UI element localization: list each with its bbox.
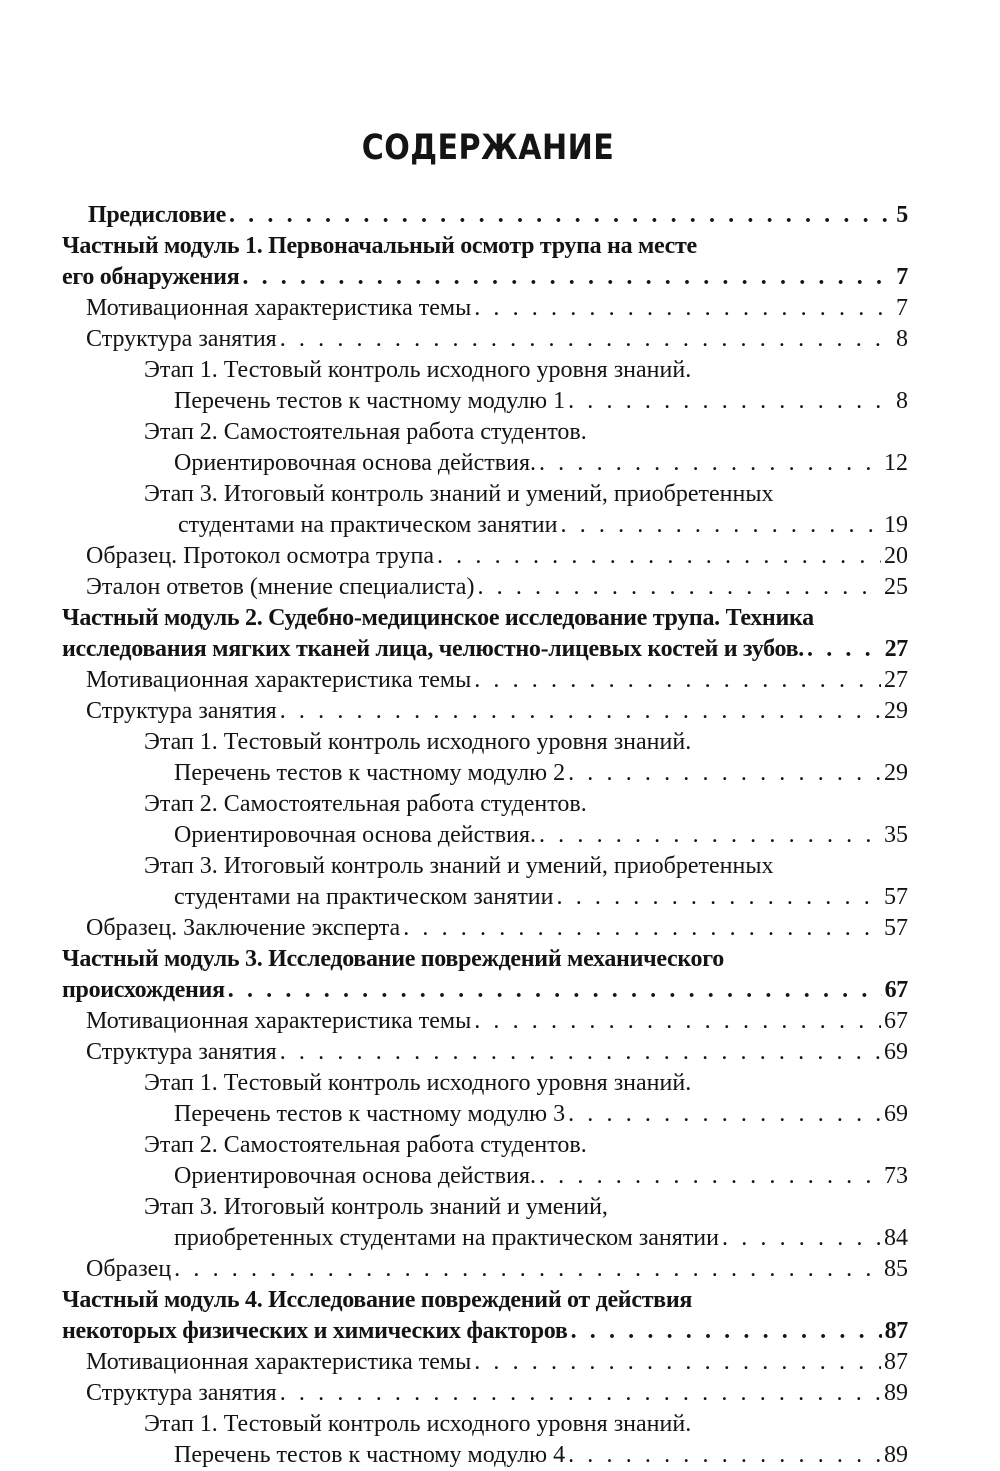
toc-dot-leader [722, 1223, 881, 1254]
toc-dot-leader [403, 913, 881, 944]
toc-entry-text: Мотивационная характеристика темы [86, 667, 472, 693]
toc-dot-leader [437, 541, 881, 572]
toc-entry[interactable] [62, 1316, 908, 1347]
toc-entry[interactable] [86, 665, 908, 696]
toc-entry-text: Мотивационная характеристика темы [86, 295, 472, 321]
toc-page-number: 8 [896, 326, 908, 352]
toc-entry-text: Этап 1. Тестовый контроль исходного уровня знаний. [144, 729, 692, 755]
toc-entry-text: Частный модуль 1. Первоначальный осмотр трупа на месте [62, 233, 697, 259]
toc-dot-leader [474, 293, 893, 324]
toc-entry[interactable] [62, 975, 908, 1006]
toc-page-number: 8 [896, 388, 908, 414]
toc-entry[interactable] [62, 603, 814, 634]
toc-entry-text: Предисловие [88, 202, 226, 228]
toc-page-number: 73 [884, 1163, 908, 1189]
toc-dot-leader [539, 1161, 881, 1192]
page-title: СОДЕРЖАНИЕ [361, 128, 615, 168]
toc-entry-text: Ориентировочная основа действия. [174, 450, 536, 476]
toc-page-number: 29 [884, 760, 908, 786]
toc-entry[interactable] [144, 355, 691, 386]
toc-entry[interactable] [144, 851, 773, 882]
toc-entry[interactable] [86, 324, 908, 355]
toc-entry-text: Этап 3. Итоговый контроль знаний и умений, [144, 1194, 608, 1220]
toc-page-number: 67 [884, 977, 908, 1003]
toc-entry-text: исследования мягких тканей лица, челюстно-лицевых костей и зубов. [62, 636, 805, 662]
toc-dot-leader [242, 262, 893, 293]
toc-dot-leader [539, 448, 881, 479]
toc-dot-leader [174, 1254, 881, 1285]
toc-entry[interactable] [86, 1006, 908, 1037]
toc-page-number: 12 [884, 450, 908, 476]
toc-entry-text: Образец [86, 1256, 172, 1282]
toc-entry-text: Этап 1. Тестовый контроль исходного уровня знаний. [144, 1411, 692, 1437]
toc-entry-text: Этап 3. Итоговый контроль знаний и умений, приобретенных [144, 853, 774, 879]
toc-entry[interactable] [86, 1378, 908, 1409]
toc-page-number: 69 [884, 1101, 908, 1127]
toc-entry[interactable] [86, 541, 908, 572]
toc-entry[interactable] [86, 293, 908, 324]
toc-entry-text: Частный модуль 3. Исследование повреждений механического [62, 946, 724, 972]
toc-page-number: 20 [884, 543, 908, 569]
toc-dot-leader [568, 758, 881, 789]
toc-entry[interactable] [144, 1130, 587, 1161]
toc-entry-text: Ориентировочная основа действия. [174, 1163, 536, 1189]
toc-entry-text: Этап 1. Тестовый контроль исходного уровня знаний. [144, 1070, 692, 1096]
toc-dot-leader [571, 1316, 882, 1347]
toc-page-number: 7 [896, 295, 908, 321]
toc-dot-leader [229, 200, 893, 231]
toc-entry[interactable] [88, 200, 908, 231]
toc-entry-text: Перечень тестов к частному модулю 1 [174, 388, 566, 414]
toc-dot-leader [561, 510, 882, 541]
toc-entry-text: Частный модуль 4. Исследование повреждений от действия [62, 1287, 693, 1313]
toc-entry-text: Перечень тестов к частному модулю 4 [174, 1442, 566, 1468]
toc-dot-leader [280, 1037, 881, 1068]
toc-entry[interactable] [174, 758, 908, 789]
toc-page-number: 85 [884, 1256, 908, 1282]
toc-entry-text: Структура занятия [86, 1039, 277, 1065]
toc-dot-leader [557, 882, 882, 913]
toc-page-number: 27 [884, 667, 908, 693]
toc-dot-leader [280, 324, 893, 355]
toc-dot-leader [280, 696, 881, 727]
toc-entry-text: Образец. Заключение эксперта [86, 915, 401, 941]
toc-dot-leader [228, 975, 882, 1006]
toc-entry[interactable] [144, 727, 691, 758]
toc-entry[interactable] [174, 448, 908, 479]
toc-dot-leader [280, 1378, 881, 1409]
toc-entry[interactable] [86, 696, 908, 727]
toc-entry-text: Перечень тестов к частному модулю 2 [174, 760, 566, 786]
toc-dot-leader [568, 1099, 881, 1130]
toc-dot-leader [807, 634, 882, 665]
toc-entry[interactable] [144, 417, 587, 448]
toc-page-number: 67 [884, 1008, 908, 1034]
toc-page-number: 5 [896, 202, 908, 228]
toc-entry[interactable] [144, 789, 587, 820]
toc-entry[interactable] [62, 634, 908, 665]
toc-entry-text: Ориентировочная основа действия. [174, 822, 536, 848]
toc-page-number: 69 [884, 1039, 908, 1065]
toc-page-number: 87 [884, 1318, 908, 1344]
toc-entry-text: Мотивационная характеристика темы [86, 1349, 472, 1375]
toc-entry[interactable] [174, 1099, 908, 1130]
toc-entry-text: студентами на практическом занятии [174, 884, 554, 910]
toc-entry-text: Этап 1. Тестовый контроль исходного уровня знаний. [144, 357, 692, 383]
toc-entry-text: Образец. Протокол осмотра трупа [86, 543, 434, 569]
toc-dot-leader [477, 572, 881, 603]
toc-entry[interactable] [174, 1161, 908, 1192]
toc-entry-text: Перечень тестов к частному модулю 3 [174, 1101, 566, 1127]
toc-entry[interactable] [86, 1037, 908, 1068]
toc-entry-text: его обнаружения [62, 264, 240, 290]
toc-entry[interactable] [86, 1347, 908, 1378]
toc-entry[interactable] [144, 1409, 691, 1440]
toc-entry[interactable] [62, 231, 697, 262]
toc-entry[interactable] [174, 820, 908, 851]
toc-entry-text: Частный модуль 2. Судебно-медицинское исследование трупа. Техника [62, 605, 814, 631]
toc-entry[interactable] [178, 510, 908, 541]
toc-entry-text: Эталон ответов (мнение специалиста) [86, 574, 475, 600]
toc-entry-text: Этап 2. Самостоятельная работа студентов. [144, 419, 587, 445]
toc-page-number: 89 [884, 1380, 908, 1406]
toc-entry[interactable] [174, 1440, 908, 1471]
toc-entry[interactable] [174, 386, 908, 417]
toc-page-number: 35 [884, 822, 908, 848]
toc-page-number: 84 [884, 1225, 908, 1251]
toc-page-number: 27 [884, 636, 908, 662]
toc-entry-text: Структура занятия [86, 1380, 277, 1406]
toc-entry[interactable] [144, 1192, 608, 1223]
toc-entry[interactable] [144, 479, 773, 510]
toc-entry[interactable] [174, 1223, 908, 1254]
toc-page-number: 87 [884, 1349, 908, 1375]
toc-entry[interactable] [86, 1254, 908, 1285]
toc-entry[interactable] [62, 1285, 692, 1316]
toc-entry-text: студентами на практическом занятии [178, 512, 558, 538]
toc-entry-text: Мотивационная характеристика темы [86, 1008, 472, 1034]
toc-entry-text: некоторых физических и химических факторов [62, 1318, 568, 1344]
toc-entry[interactable] [62, 944, 724, 975]
toc-dot-leader [474, 665, 881, 696]
toc-entry-text: происхождения [62, 977, 225, 1003]
toc-entry-text: Структура занятия [86, 698, 277, 724]
toc-dot-leader [474, 1347, 881, 1378]
toc-dot-leader [474, 1006, 881, 1037]
toc-entry-text: приобретенных студентами на практическом занятии [174, 1225, 719, 1251]
toc-dot-leader [568, 386, 893, 417]
toc-entry[interactable] [174, 882, 908, 913]
toc-entry-text: Этап 3. Итоговый контроль знаний и умений, приобретенных [144, 481, 774, 507]
toc-page-number: 29 [884, 698, 908, 724]
toc-entry-text: Структура занятия [86, 326, 277, 352]
toc-entry[interactable] [86, 913, 908, 944]
toc-entry[interactable] [144, 1068, 691, 1099]
toc-entry-text: Этап 2. Самостоятельная работа студентов. [144, 1132, 587, 1158]
toc-page-number: 19 [884, 512, 908, 538]
toc-dot-leader [539, 820, 881, 851]
toc-entry[interactable] [62, 262, 908, 293]
toc-page-number: 57 [884, 884, 908, 910]
toc-page-number: 25 [884, 574, 908, 600]
toc-page-number: 57 [884, 915, 908, 941]
toc-entry-text: Этап 2. Самостоятельная работа студентов. [144, 791, 587, 817]
toc-page-number: 89 [884, 1442, 908, 1468]
toc-entry[interactable] [86, 572, 908, 603]
toc-page-number: 7 [896, 264, 908, 290]
toc-dot-leader [568, 1440, 881, 1471]
